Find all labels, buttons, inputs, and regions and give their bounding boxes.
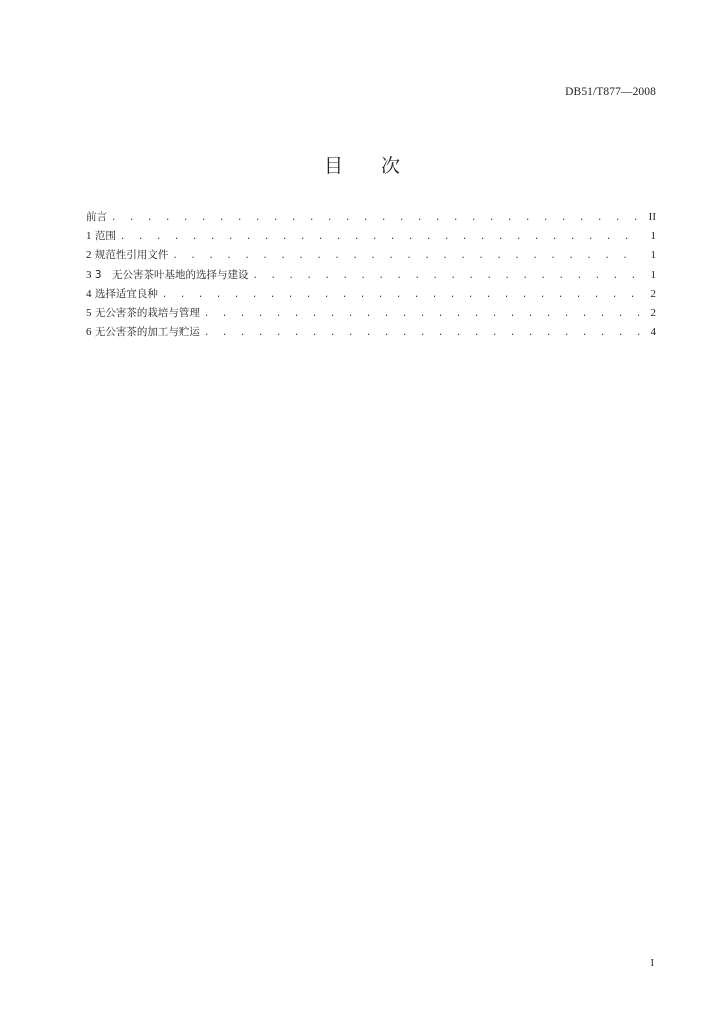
toc-entry-label: [86, 266, 253, 285]
toc-entry-text: 范围: [94, 230, 116, 243]
toc-entry-processing-storage[interactable]: [86, 323, 656, 342]
toc-leader-dots: [172, 247, 640, 266]
toc-entry-text: 3 无公害茶叶基地的选择与建设: [94, 268, 249, 281]
toc-entry-cultivation[interactable]: [86, 304, 656, 323]
toc-leader-dots: [253, 267, 640, 286]
toc-entry-page: 4: [650, 326, 656, 339]
toc-entry-text: 无公害茶的栽培与管理: [94, 306, 200, 319]
toc-entry-label: [86, 304, 204, 323]
toc-entry-number: 4: [86, 287, 92, 300]
toc-leader-dots: [204, 324, 640, 343]
toc-entry-base-selection[interactable]: [86, 266, 656, 285]
toc-entry-page: II: [648, 211, 656, 223]
toc-entry-page: 1: [650, 230, 656, 243]
toc-entry-page: 2: [650, 306, 656, 319]
toc-entry-foreword[interactable]: [86, 208, 656, 227]
toc-leader-dots: [204, 305, 640, 324]
toc-entry-label: [86, 285, 162, 304]
table-of-contents: [86, 208, 656, 342]
title-char-2: 次: [381, 155, 401, 177]
toc-entry-text: 选择适宜良种: [94, 287, 158, 300]
toc-leader-dots: [120, 228, 640, 247]
toc-entry-label: [86, 246, 172, 265]
toc-entry-text: 前言: [86, 211, 107, 223]
toc-entry-number: 5: [86, 306, 92, 319]
standard-code: DB51/T877—2008: [565, 86, 656, 98]
toc-entry-scope[interactable]: [86, 227, 656, 246]
toc-entry-page: 2: [650, 287, 656, 300]
toc-entry-variety-selection[interactable]: [86, 285, 656, 304]
toc-entry-page: 1: [650, 268, 656, 281]
toc-entry-page: 1: [650, 249, 656, 262]
toc-entry-label: [86, 323, 204, 342]
toc-entry-number: 2: [86, 249, 92, 262]
toc-entry-number: 3: [86, 268, 92, 281]
toc-entry-label: [86, 208, 111, 227]
toc-entry-normative-references[interactable]: [86, 246, 656, 265]
toc-entry-text: 规范性引用文件: [94, 249, 169, 262]
toc-entry-number: 6: [86, 326, 92, 339]
toc-entry-label: [86, 227, 120, 246]
toc-entry-number: 1: [86, 230, 92, 243]
toc-leader-dots: [162, 286, 640, 305]
page-title: [0, 151, 724, 178]
page-number: I: [650, 958, 654, 969]
toc-leader-dots: [111, 209, 640, 228]
toc-entry-text: 无公害茶的加工与贮运: [94, 326, 200, 339]
title-char-1: 目: [323, 155, 343, 177]
